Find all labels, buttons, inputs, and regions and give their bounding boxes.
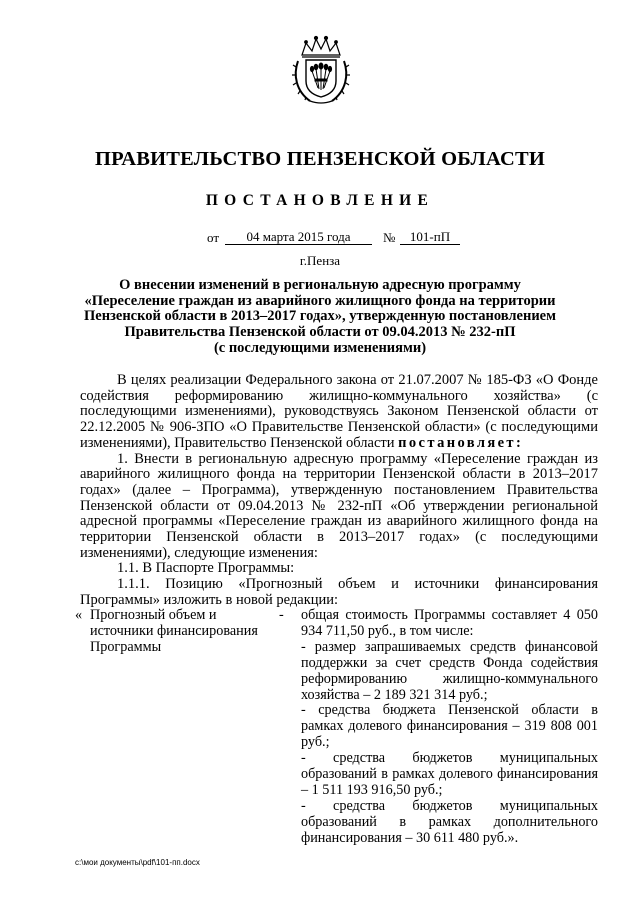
number-prefix: № — [383, 230, 396, 245]
preamble-paragraph — [80, 373, 598, 452]
table-left-cell — [90, 608, 275, 656]
preamble-text: В целях реализации Федерального закона от 21.07.2007 № 185-ФЗ «О Фонде содействия реформированию жилищно-коммунального хозяйства» (с последующими изменениями), руководствуясь Законом Пензенской области от 22.12.2005 № 906-ЗПО «О Правительстве Пензенской области» (с последующими изменениями), Правительство Пензенской области — [80, 372, 598, 451]
subject-line: «Переселение граждан из аварийного жилищного фонда на территории — [84, 292, 556, 309]
resolution-keyword: постановляет: — [398, 434, 524, 451]
table-separator-dash: - — [279, 607, 284, 623]
left-cell-line: источники финансирования — [90, 622, 258, 639]
document-subject — [70, 278, 570, 357]
document-type-heading: ПОСТАНОВЛЕНИЕ — [205, 192, 435, 209]
document-body — [80, 373, 598, 609]
financing-item: - средства бюджетов муниципальных образований в рамках дополнительного финансирования – 30 611 480 руб.». — [301, 797, 598, 846]
document-number: 101-пП — [400, 230, 460, 245]
financing-item: - размер запрашиваемых средств финансовой поддержки за счет средств Фонда содействия реформированию жилищно-коммунального хозяйства – 2 189 321 314 руб.; — [301, 638, 598, 703]
paragraph-1-1-1: 1.1.1. Позицию «Прогнозный объем и источники финансирования Программы» изложить в новой редакции: — [80, 576, 598, 608]
table-open-quote: « — [75, 607, 83, 623]
left-cell-line: Программы — [90, 638, 162, 655]
financing-item: - средства бюджета Пензенской области в рамках долевого финансирования – 319 808 001 руб.; — [301, 702, 598, 751]
subject-line: Правительства Пензенской области от 09.04.2013 № 232-пП — [124, 324, 516, 341]
subject-line: О внесении изменений в региональную адресную программу — [119, 277, 521, 293]
financing-item: общая стоимость Программы составляет 4 050 934 711,50 руб., в том числе: — [301, 607, 598, 639]
paragraph-1: 1. Внести в региональную адресную программу «Переселение граждан из аварийного жилищного фонда на территории Пензенской области в 2013–2017 годах» (далее – Программа), утвержденную постановлением Правительства Пензенской области от 09.04.2013 № 232-пП «Об утверждении региональной адресной программы «Переселение граждан из аварийного жилищного фонда на территории Пензенской области в 2013–2017 годах» (с последующими изменениями), следующие изменения: — [80, 450, 598, 561]
penza-coat-of-arms-emblem — [292, 35, 350, 105]
file-path-footer: c:\мои документы\pdf\101-пп.docx — [75, 858, 200, 867]
left-cell-line: Прогнозный объем и — [90, 607, 217, 623]
table-right-cell — [301, 608, 598, 847]
city-name: г.Пенза — [299, 253, 341, 268]
financing-item: - средства бюджетов муниципальных образований в рамках долевого финансирования – 1 511 193 916,50 руб.; — [301, 750, 598, 798]
subject-line: Пензенской области в 2013–2017 годах», утвержденную постановлением — [83, 308, 556, 325]
subject-line: (с последующими изменениями) — [213, 339, 427, 356]
paragraph-1-1: 1.1. В Паспорте Программы: — [117, 560, 295, 577]
date-prefix: от — [207, 230, 220, 245]
document-date: 04 марта 2015 года — [225, 230, 372, 245]
organization-title: ПРАВИТЕЛЬСТВО ПЕНЗЕНСКОЙ ОБЛАСТИ — [95, 148, 545, 170]
